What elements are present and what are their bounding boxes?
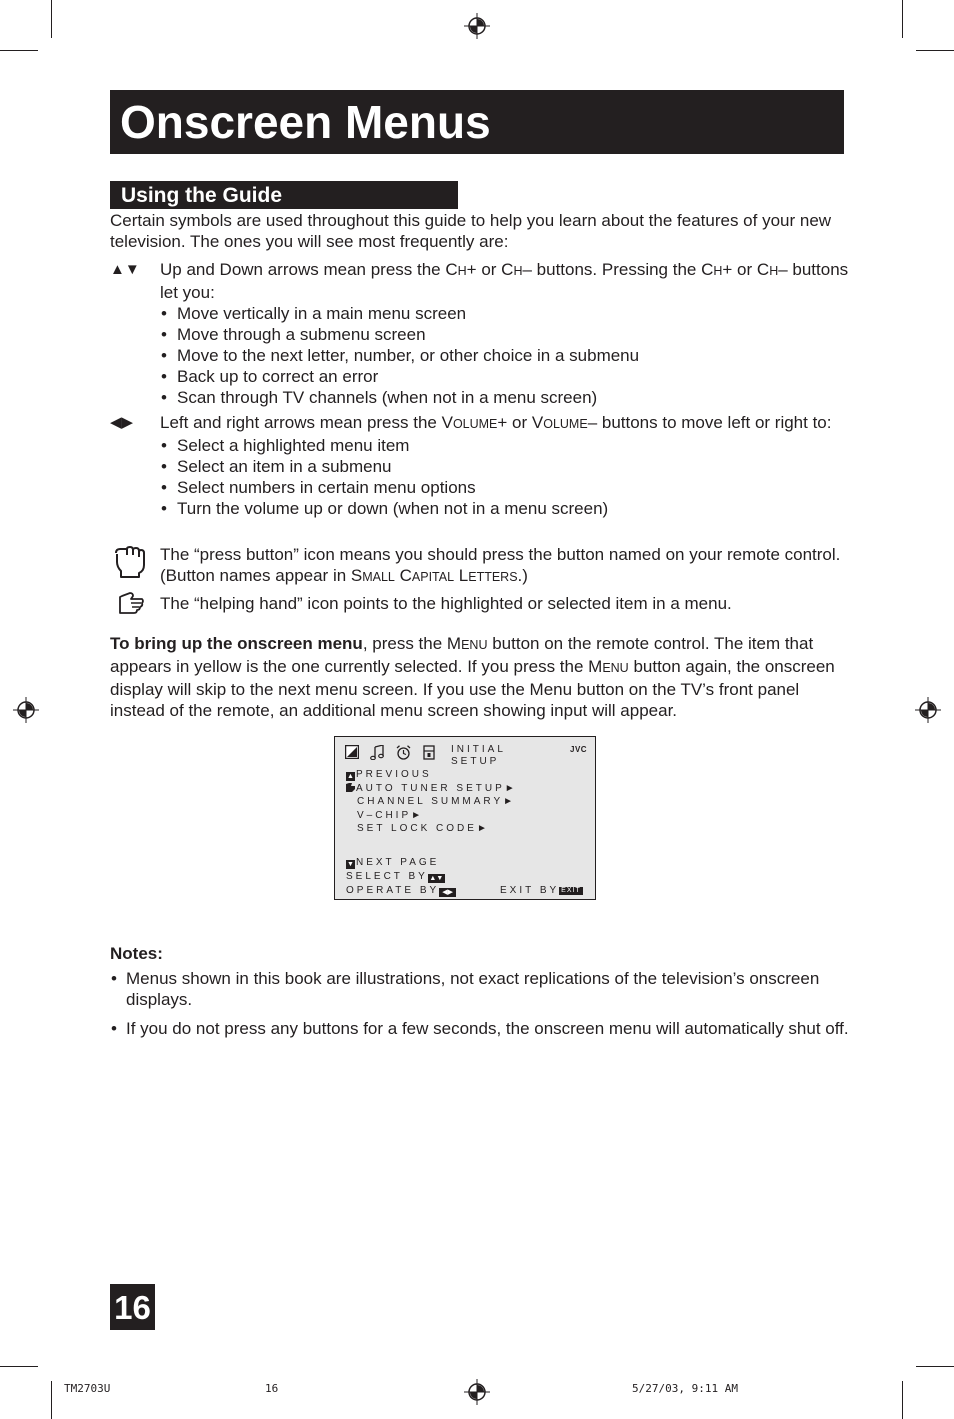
page-title: Onscreen Menus — [110, 90, 844, 154]
down-arrow-key-icon: ▼ — [347, 861, 354, 868]
crop-mark — [916, 1366, 954, 1367]
up-down-arrows-icon: ▲▼ — [110, 261, 140, 278]
menu-paragraph: To bring up the onscreen menu, press the MENU button on the remote control. The item that appears in yellow is the one currently selected. If you press the MENU button again, the onscreen display will skip to the next menu screen. If you use the Menu button on the TV’s front panel instead of the remote, an additional menu screen showing input will appear. — [110, 634, 835, 720]
crop-mark — [902, 1381, 903, 1419]
menu-header-initial: INITIAL — [451, 744, 506, 755]
menu-item-previous: ▲ PREVIOUS — [347, 769, 432, 780]
select-instruction: SELECT BY ▲▼ — [346, 871, 444, 882]
section-title: Using the Guide — [110, 181, 458, 209]
press-button-hand-icon — [113, 545, 147, 579]
list-item: • Move vertically in a main menu screen — [160, 303, 850, 324]
menu-item-next-page: ▼ NEXT PAGE — [347, 857, 440, 868]
registration-mark-icon — [464, 13, 490, 39]
crop-mark — [51, 0, 52, 38]
jvc-logo: JVC — [570, 745, 588, 754]
helping-hand-pointer-icon — [346, 783, 356, 792]
page-number: 16 — [110, 1284, 155, 1330]
leftright-bullet-list — [160, 435, 850, 519]
menu-item-channel-summary: CHANNEL SUMMARY► — [357, 796, 517, 807]
slug-timestamp: 5/27/03, 9:11 AM — [632, 1382, 738, 1395]
menu-header-setup: SETUP — [451, 756, 500, 767]
leftright-description — [160, 412, 850, 519]
list-item: • Turn the volume up or down (when not in a menu screen) — [160, 498, 850, 519]
helping-hand-icon — [116, 592, 146, 616]
crop-mark — [916, 50, 954, 51]
alarm-clock-icon — [396, 745, 411, 760]
tv-menu-illustration — [334, 736, 596, 900]
up-down-key-icon: ▲▼ — [429, 875, 444, 882]
exit-instruction: EXIT BY EXIT — [500, 885, 581, 896]
left-right-arrows-icon: ◀▶ — [110, 414, 134, 431]
exit-key-badge: EXIT — [561, 887, 581, 894]
notes-heading: Notes: — [110, 944, 163, 963]
list-item: • Move through a submenu screen — [160, 324, 850, 345]
menu-item-auto-tuner-setup: AUTO TUNER SETUP► — [346, 783, 518, 795]
updown-bullet-list — [160, 303, 850, 408]
intro-paragraph: Certain symbols are used throughout this guide to help you learn about the features of your new television. The ones you will see most frequently are: — [110, 211, 832, 251]
crop-mark — [0, 50, 38, 51]
list-item: • Select a highlighted menu item — [160, 435, 850, 456]
crop-mark — [51, 1381, 52, 1419]
list-item: • If you do not press any buttons for a few seconds, the onscreen menu will automatically shut off. — [110, 1018, 850, 1039]
picture-tab-icon — [345, 745, 359, 759]
list-item: • Move to the next letter, number, or other choice in a submenu — [160, 345, 850, 366]
list-item: • Scan through TV channels (when not in a menu screen) — [160, 387, 850, 408]
list-item: • Select numbers in certain menu options — [160, 477, 850, 498]
crop-mark — [902, 0, 903, 38]
list-item: • Back up to correct an error — [160, 366, 850, 387]
notes-list — [110, 968, 850, 1039]
list-item: • Menus shown in this book are illustrations, not exact replications of the television’s onscreen displays. — [110, 968, 850, 1010]
list-item: • Select an item in a submenu — [160, 456, 850, 477]
up-arrow-key-icon: ▲ — [347, 773, 354, 780]
updown-description — [160, 259, 850, 408]
updown-text: Up and Down arrows mean press the CH+ or CH– buttons. Pressing the CH+ or CH– buttons let you: — [160, 260, 849, 302]
menu-item-set-lock-code: SET LOCK CODE► — [357, 823, 490, 834]
left-right-key-icon: ◀▶ — [439, 888, 456, 897]
crop-mark — [0, 1366, 38, 1367]
registration-mark-icon — [915, 697, 941, 723]
music-note-icon — [370, 745, 384, 760]
operate-instruction: OPERATE BY ◀▶ — [346, 885, 457, 897]
helping-hand-description: The “helping hand” icon points to the highlighted or selected item in a menu. — [160, 594, 732, 613]
slug-page: 16 — [265, 1382, 279, 1395]
leftright-text: Left and right arrows mean press the VOLUME+ or VOLUME– buttons to move left or right to: — [160, 413, 832, 432]
lock-tab-icon — [423, 745, 435, 760]
registration-mark-icon — [13, 697, 39, 723]
menu-item-v-chip: V–CHIP► — [357, 810, 425, 821]
slug-file: TM2703U — [64, 1382, 111, 1395]
press-button-description: The “press button” icon means you should press the button named on your remote control. (Button names appear in SMALL CAPITAL LETTERS.) — [160, 545, 841, 585]
notes-section — [110, 943, 850, 1047]
registration-mark-icon — [464, 1379, 490, 1405]
